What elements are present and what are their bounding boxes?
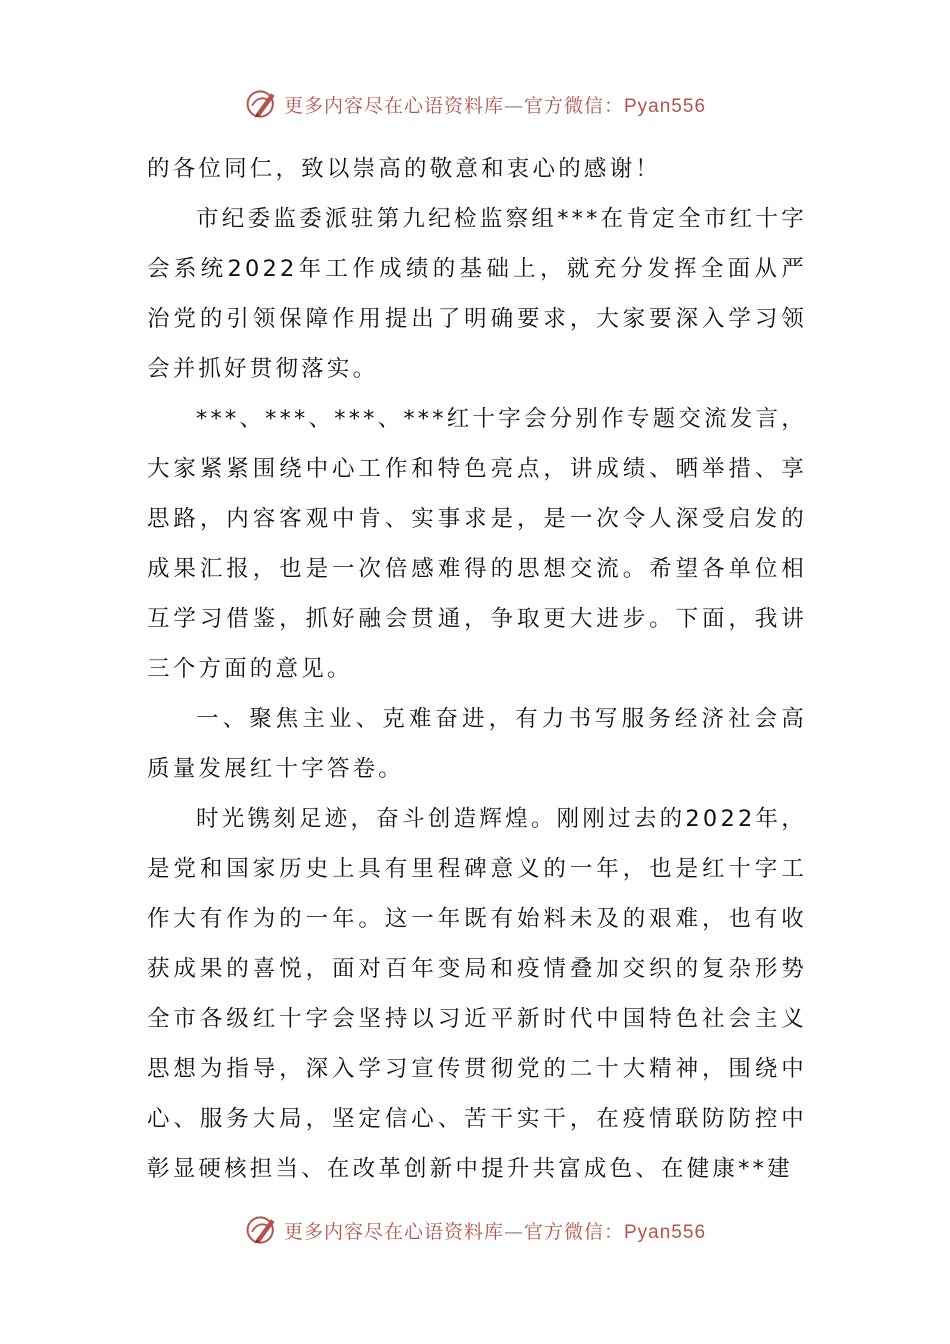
pen-logo-icon (244, 1212, 280, 1248)
watermark-contact-id: Pyan556 (624, 95, 707, 117)
watermark-text (284, 1217, 706, 1244)
watermark-contact-id: Pyan556 (624, 1221, 707, 1243)
watermark-contact-label: 官方微信： (523, 1220, 624, 1243)
watermark-title: 更多内容尽在心语资料库 (283, 1220, 504, 1243)
paragraph-3: ***、***、***、***红十字会分别作专题交流发言，大家紧紧围绕中心工作和特色亮点，讲成绩、晒举措、享思路，内容客观中肯、实事求是，是一次令人深受启发的成果汇报，也是一次倍感难得的思想交流。希望各单位相互学习借鉴，抓好融会贯通，争取更大进步。下面，我讲三个方面的意见。 (147, 406, 807, 682)
paragraph-1: 的各位同仁，致以崇高的敬意和衷心的感谢！ (147, 156, 662, 182)
pen-logo-icon (244, 86, 280, 122)
paragraph-2: 市纪委监委派驻第九纪检监察组***在肯定全市红十字会系统2022年工作成绩的基础上，就充分发挥全面从严治党的引领保障作用提出了明确要求，大家要深入学习领会并抓好贯彻落实。 (147, 206, 807, 382)
watermark-contact-label: 官方微信： (523, 94, 624, 117)
watermark-title: 更多内容尽在心语资料库 (283, 94, 504, 117)
watermark-separator: — (503, 1220, 524, 1243)
document-body (147, 144, 807, 1194)
watermark-text (284, 91, 706, 118)
section-heading-1: 一、聚焦主业、克难奋进，有力书写服务经济社会高质量发展红十字答卷。 (147, 706, 807, 782)
watermark-footer (0, 1208, 950, 1252)
watermark-separator: — (503, 94, 524, 117)
paragraph-4: 时光镌刻足迹，奋斗创造辉煌。刚刚过去的2022年，是党和国家历史上具有里程碑意义的一年，也是红十字工作大有作为的一年。这一年既有始料未及的艰难，也有收获成果的喜悦，面对百年变局和疫情叠加交织的复杂形势全市各级红十字会坚持以习近平新时代中国特色社会主义思想为指导，深入学习宣传贯彻党的二十大精神，围绕中心、服务大局，坚定信心、苦干实干，在疫情联防防控中彰显硬核担当、在改革创新中提升共富成色、在健康**建 (147, 806, 807, 1182)
watermark-header (0, 82, 950, 126)
